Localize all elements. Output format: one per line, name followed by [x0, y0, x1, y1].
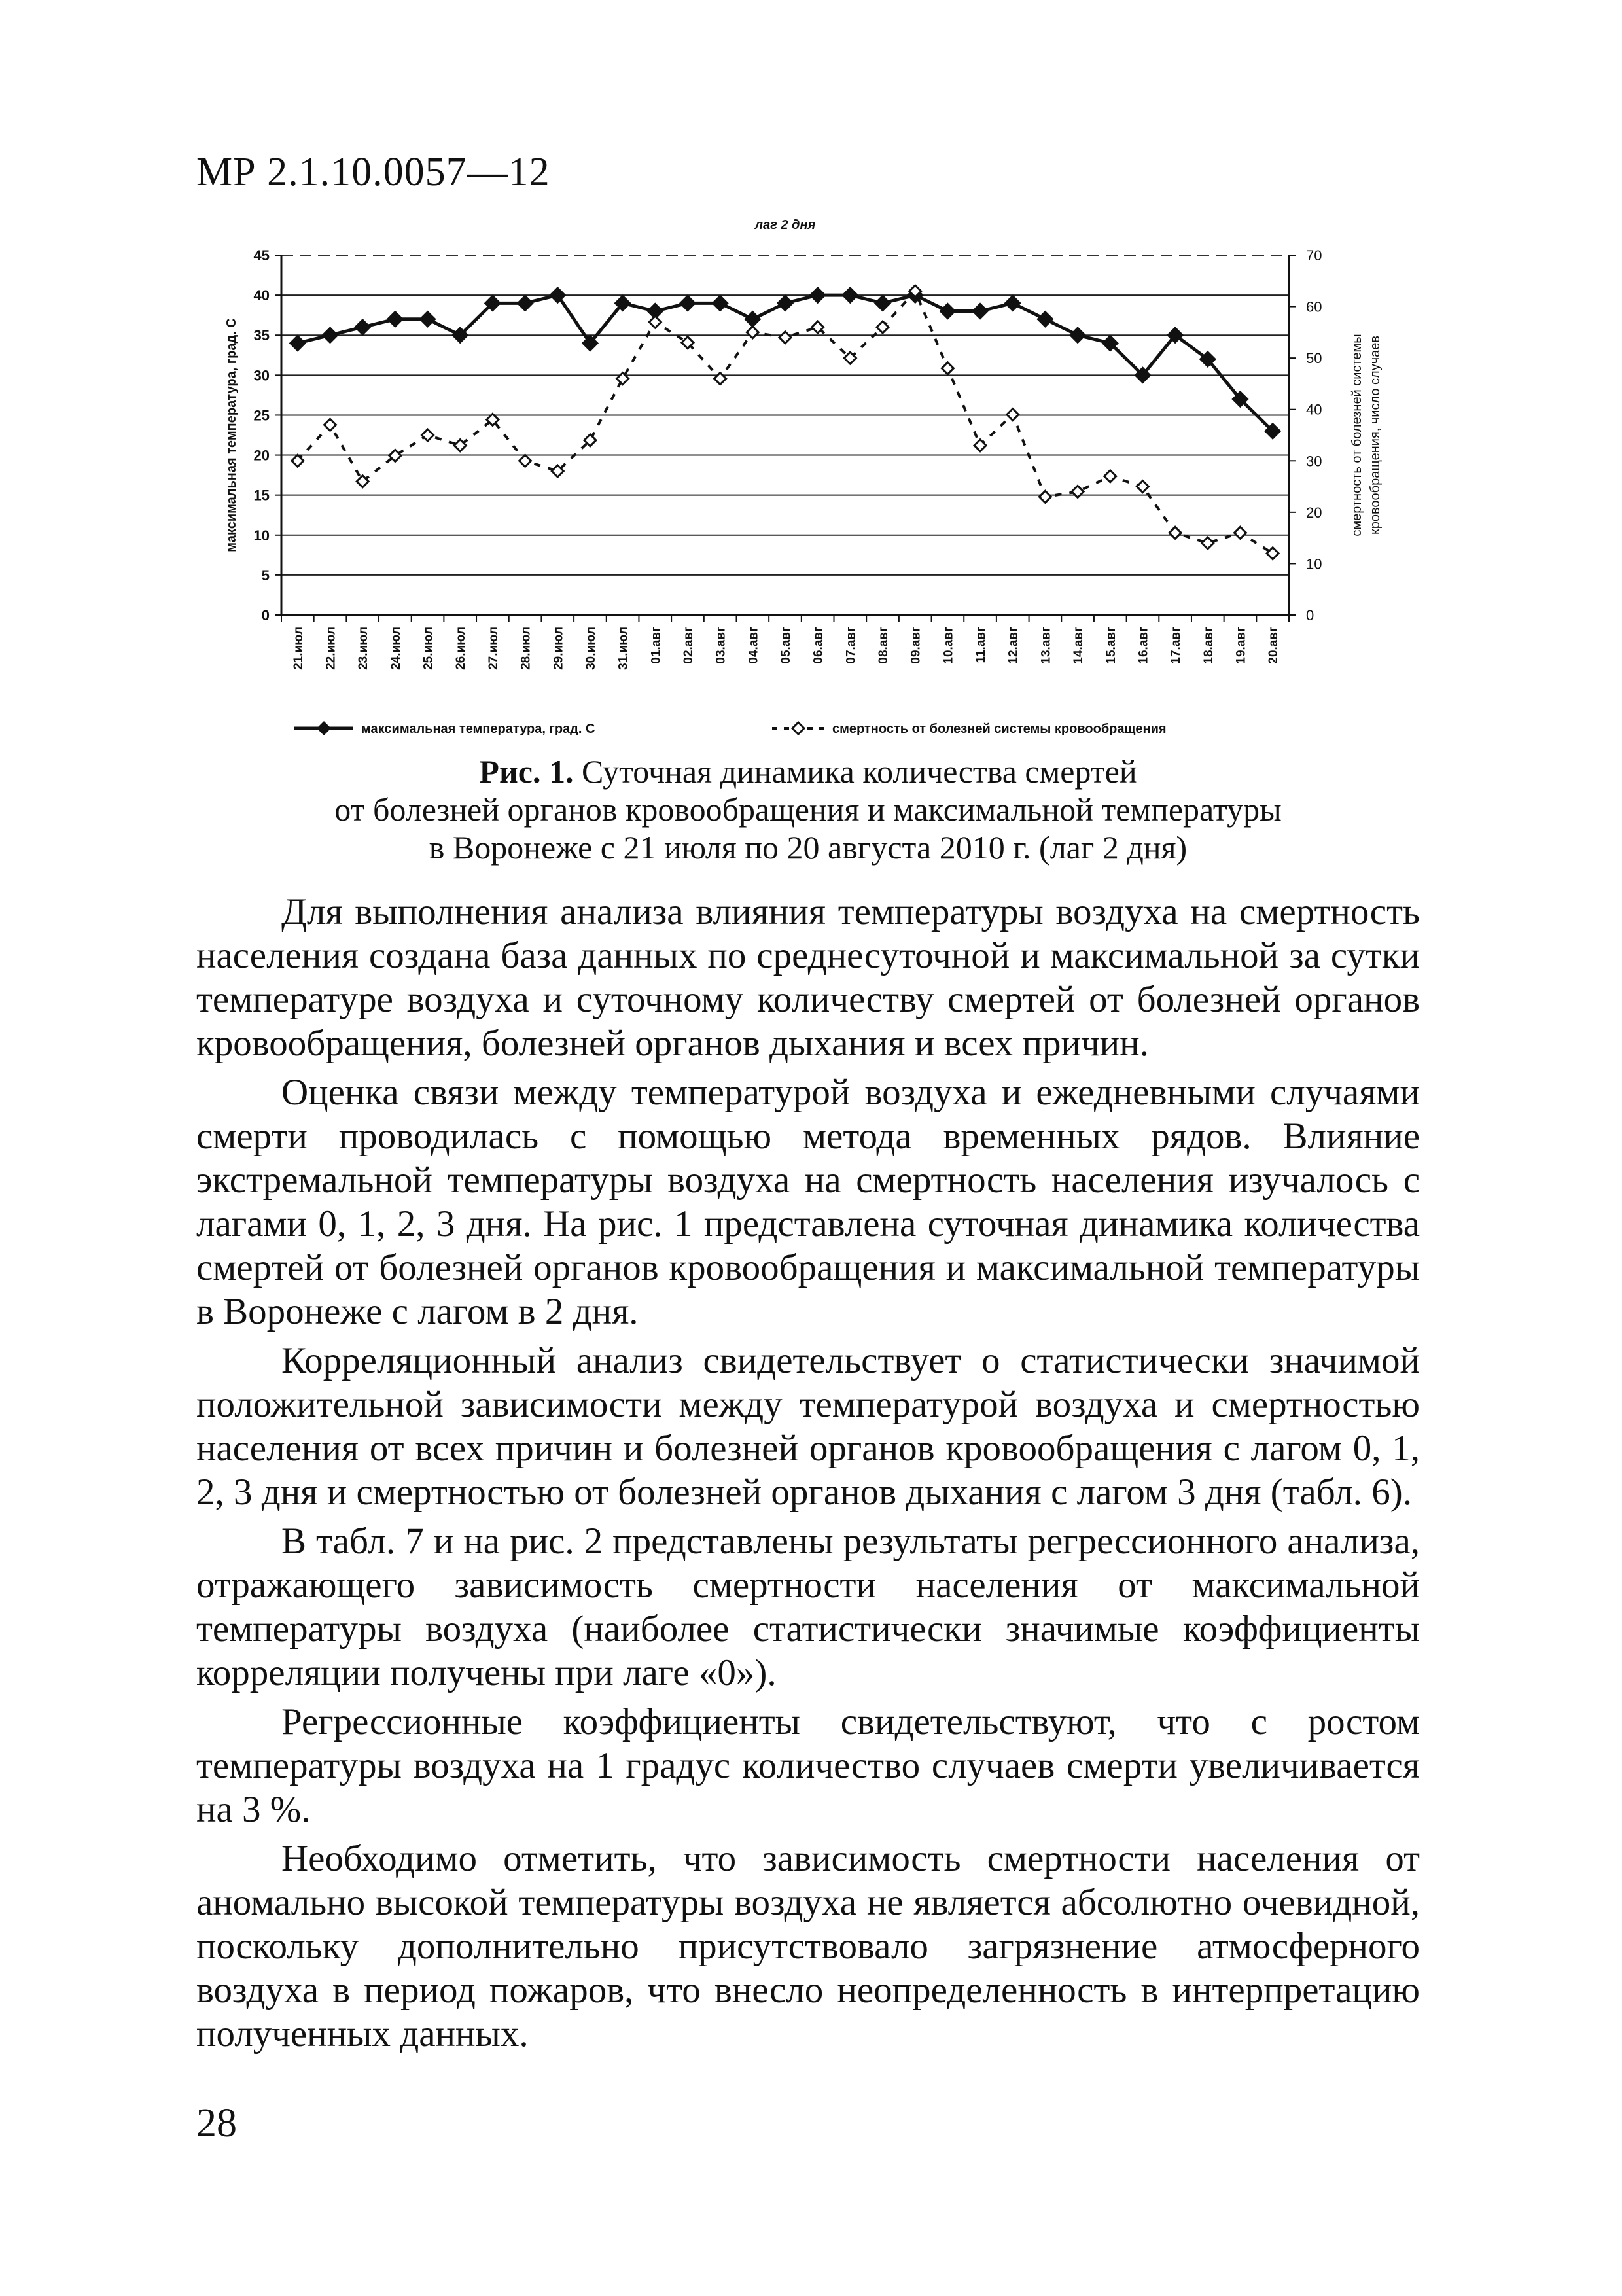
temperature-point — [518, 296, 533, 310]
temperature-point — [1006, 296, 1020, 310]
mortality-point — [1039, 491, 1051, 503]
mortality-point — [1072, 486, 1084, 497]
chart — [196, 203, 1383, 752]
y-right-tick-label: 70 — [1306, 247, 1322, 264]
temperature-point — [843, 288, 857, 302]
x-tick-label: 27.июл — [486, 627, 501, 670]
x-tick-label: 10.авг — [942, 627, 956, 664]
x-tick-label: 09.авг — [909, 627, 923, 664]
x-tick-label: 02.авг — [681, 627, 696, 664]
y-left-tick-label: 15 — [253, 487, 270, 504]
y-right-tick-label: 60 — [1306, 298, 1322, 315]
x-tick-label: 18.авг — [1201, 627, 1216, 664]
x-tick-label: 20.авг — [1267, 627, 1281, 664]
x-tick-label: 28.июл — [519, 627, 533, 670]
page-number: 28 — [196, 2101, 237, 2146]
y-right-tick-label: 0 — [1306, 607, 1314, 624]
temperature-point — [940, 304, 955, 319]
x-tick-label: 26.июл — [454, 627, 468, 670]
temperature-point — [1070, 328, 1085, 342]
y-left-tick-label: 10 — [253, 527, 270, 544]
series-line-temperature — [298, 295, 1273, 431]
document-code: МР 2.1.10.0057—12 — [196, 150, 550, 194]
mortality-point — [1137, 481, 1148, 493]
x-tick-label: 16.авг — [1137, 627, 1151, 664]
paragraph: В табл. 7 и на рис. 2 представлены результаты регрессионного анализа, отражающего зависимость смертности населения от максимальной температуры воздуха (наиболее статистически значимые коэффициенты корреляции получены при лаге «0»). — [196, 1521, 1420, 1693]
y-right-tick-label: 10 — [1306, 556, 1322, 573]
x-tick-label: 07.авг — [844, 627, 858, 664]
x-tick-label: 21.июл — [291, 627, 306, 670]
x-tick-label: 06.авг — [811, 627, 826, 664]
temperature-point — [680, 296, 695, 310]
x-tick-label: 19.авг — [1234, 627, 1248, 664]
temperature-point — [745, 312, 760, 327]
y-right-axis-title: смертность от болезней системы — [1350, 334, 1364, 537]
y-left-tick-label: 40 — [253, 287, 270, 304]
temperature-point — [355, 320, 370, 334]
legend-marker-temperature — [317, 721, 331, 735]
mortality-point — [714, 373, 726, 385]
paragraph: Корреляционный анализ свидетельствует о статистически значимой положительной зависимости между температурой воздуха и смертностью населения от всех причин и болезней органов кровообращения с лагом 0, 1, 2, 3 дня и смертностью от болезней органов дыхания с лагом 3 дня (табл. 6). — [196, 1340, 1420, 1513]
x-tick-label: 12.авг — [1006, 627, 1021, 664]
temperature-point — [291, 336, 305, 350]
legend-label-mortality: смертность от болезней системы кровообращения — [832, 722, 1167, 736]
mortality-point — [520, 455, 531, 467]
mortality-point — [325, 419, 336, 431]
figure-caption — [196, 752, 1420, 866]
x-tick-label: 04.авг — [747, 627, 761, 664]
temperature-point — [713, 296, 728, 310]
figure-caption-label: Рис. 1. — [479, 753, 574, 790]
temperature-point — [973, 304, 987, 319]
chart-title: лаг 2 дня — [754, 218, 816, 232]
y-right-tick-label: 30 — [1306, 453, 1322, 470]
x-tick-label: 25.июл — [421, 627, 436, 670]
temperature-point — [388, 312, 402, 327]
y-left-tick-label: 45 — [253, 247, 270, 264]
mortality-point — [779, 332, 791, 344]
x-tick-label: 11.авг — [974, 627, 989, 663]
paragraph: Необходимо отметить, что зависимость смертности населения от аномально высокой температуры воздуха не является абсолютно очевидной, поскольку дополнительно присутствовало загрязнение атмосферного воздуха в период пожаров, что внесло неопределенность в интерпретацию полученных данных. — [196, 1838, 1420, 2055]
temperature-point — [778, 296, 792, 310]
temperature-point — [323, 328, 338, 342]
y-left-tick-label: 30 — [253, 367, 270, 384]
y-left-tick-label: 20 — [253, 447, 270, 464]
mortality-point — [649, 316, 661, 328]
y-left-axis-title: максимальная температура, град. С — [224, 318, 239, 552]
body-text — [196, 890, 1420, 2061]
y-left-tick-label: 0 — [261, 607, 270, 624]
x-tick-label: 29.июл — [552, 627, 566, 670]
x-tick-label: 30.июл — [584, 627, 598, 670]
x-tick-label: 13.авг — [1039, 627, 1053, 664]
x-tick-label: 23.июл — [357, 627, 371, 670]
mortality-point — [1234, 527, 1246, 539]
figure-caption-line-3: в Воронеже с 21 июля по 20 августа 2010 г. (лаг 2 дня) — [429, 829, 1188, 866]
y-right-tick-label: 50 — [1306, 350, 1322, 367]
x-tick-label: 24.июл — [389, 627, 403, 670]
y-right-tick-label: 20 — [1306, 504, 1322, 521]
mortality-point — [942, 362, 953, 374]
x-tick-label: 08.авг — [877, 627, 891, 664]
temperature-point — [875, 296, 890, 310]
y-left-tick-label: 25 — [253, 407, 270, 424]
x-tick-label: 22.июл — [324, 627, 338, 670]
y-left-tick-label: 35 — [253, 327, 270, 344]
figure-caption-line-2: от болезней органов кровообращения и максимальной температуры — [334, 791, 1282, 828]
x-tick-label: 05.авг — [779, 627, 793, 664]
mortality-point — [1104, 470, 1116, 482]
figure-caption-line-1: Суточная динамика количества смертей — [581, 753, 1137, 790]
legend-label-temperature: максимальная температура, град. С — [361, 722, 595, 736]
temperature-point — [421, 312, 435, 327]
x-tick-label: 17.авг — [1169, 627, 1184, 664]
legend-marker-mortality — [792, 722, 804, 734]
paragraph: Для выполнения анализа влияния температуры воздуха на смертность населения создана база данных по среднесуточной и максимальной за сутки температуре воздуха и суточному количеству смертей от болезней органов кровообращения, болезней органов дыхания и всех причин. — [196, 891, 1420, 1064]
mortality-point — [747, 327, 758, 338]
mortality-point — [1202, 537, 1214, 549]
x-tick-label: 15.авг — [1104, 627, 1118, 664]
mortality-point — [617, 373, 629, 385]
x-tick-label: 14.авг — [1072, 627, 1086, 664]
y-right-tick-label: 40 — [1306, 401, 1322, 418]
paragraph: Оценка связи между температурой воздуха и ежедневными случаями смерти проводилась с помощью метода временных рядов. Влияние экстремальной температуры воздуха на смертность населения изучалось с лагами 0, 1, 2, 3 дня. На рис. 1 представлена суточная динамика количества смертей от болезней органов кровообращения и максимальной температуры в Воронеже с лагом в 2 дня. — [196, 1072, 1420, 1332]
y-right-axis-title: кровообращения, число случаев — [1368, 336, 1383, 535]
paragraph: Регрессионные коэффициенты свидетельствуют, что с ростом температуры воздуха на 1 градус количество случаев смерти увеличивается на 3 %. — [196, 1701, 1420, 1830]
temperature-point — [1038, 312, 1052, 327]
mortality-point — [1169, 527, 1181, 539]
x-tick-label: 03.авг — [714, 627, 728, 664]
temperature-point — [811, 288, 825, 302]
y-left-tick-label: 5 — [261, 567, 270, 584]
mortality-point — [1007, 409, 1019, 421]
x-tick-label: 01.авг — [649, 627, 663, 664]
x-tick-label: 31.июл — [616, 627, 631, 670]
